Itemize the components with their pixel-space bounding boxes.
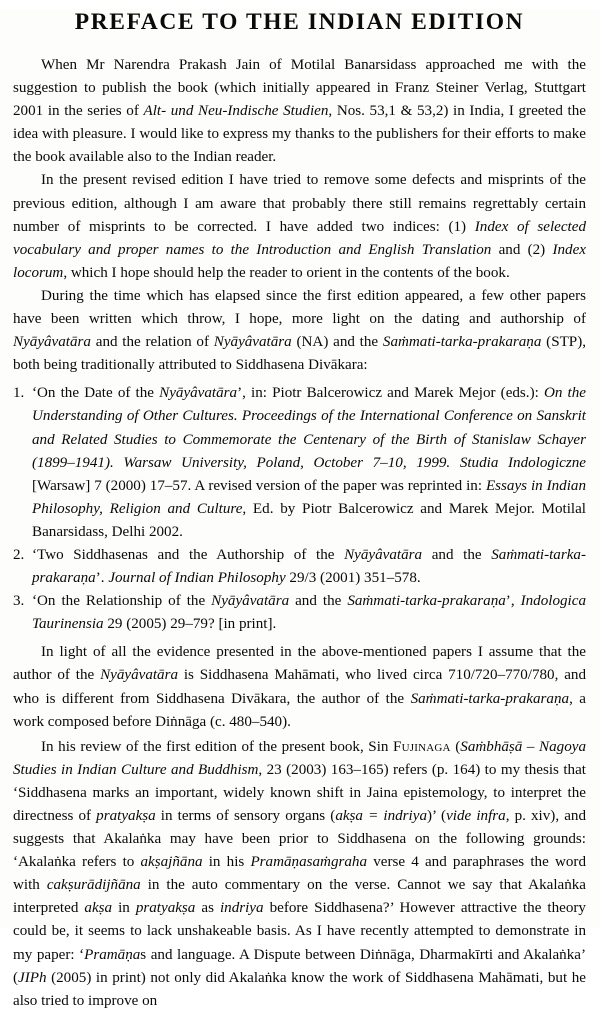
italic-run: pratyakṣa [96,808,156,825]
text-run: (2005) in print) not only did Akalaṅka know the work of Siddhasena Mahāmati, but he also tried to improve on [13,969,586,1009]
list-item-text [32,385,586,540]
list-item [13,544,586,590]
list-item [13,590,586,636]
text-run: and the [289,593,348,610]
italic-run: vide infra [446,808,506,825]
text-run: and the relation of [90,334,214,351]
text-run: ’, [505,593,521,610]
text-run: ( [450,738,461,755]
paragraph-other-papers [13,285,586,377]
text-run: When Mr Narendra Prakash Jain of Motilal Banarsidass approached me with the suggestion to publish the book (which initially appeared in Franz Steiner Verlag, Stuttgart 2001 in the series of [13,57,586,120]
italic-run: Nyāyâvatāra [211,593,290,610]
text-run: is Siddhasena Mahāmati, who lived circa 710/720–770/780, and who is different from Siddhasena Divākara, the author of the [13,667,586,707]
italic-run: Pramāṇasaṁgraha [250,854,368,871]
text-run: )’ ( [427,808,447,825]
text-run: verse 4 and paraphrases the word with [13,854,586,894]
list-item-text [32,547,586,586]
list-item-number: 1. [13,385,25,402]
text-run: In light of all the evidence presented in the above-mentioned papers I assume that the author of the [13,644,586,684]
text-run: before Siddhasena?’ However attractive the theory could be, it seems to lack unshakeable basis. As I have recently attempted to demonstrate in my paper: ‘ [13,900,586,963]
text-run: , Ed. by Piotr Balcerowicz and Marek Mejor. Motilal Banarsidass, Delhi 2002. [32,500,586,540]
text-run: 29/3 (2001) 351–578. [285,570,421,587]
reference-list [13,382,586,636]
text-run: and (2) [491,241,553,258]
italic-run: Saṁmati-tarka-prakaraṇa [410,690,570,707]
list-item-text [32,593,586,632]
text-run: and the [422,546,492,563]
list-item [13,382,586,544]
text-run: (NA) and the [291,334,383,351]
italic-run: Index locorum [13,241,586,281]
text-run: in terms of sensory organs ( [155,808,336,825]
italic-run: Saṁmati-tarka-prakaraṇa [32,546,586,587]
text-run: , p. xiv), and suggests that Akalaṅka may have been prior to Siddhasena on the following grounds: ‘Akalaṅka refers to [13,808,586,871]
text-run: , Nos. 53,1 & 53,2) in India, I greeted the idea with pleasure. I would like to express my thanks to the publishers for their efforts to make the book available also to the Indian reader. [13,103,587,166]
italic-run: Saṁbhāṣā – Nagoya Studies in Indian Culture and Buddhism [13,738,586,778]
text-run: 29 (2005) 29–79? [in print]. [103,616,277,633]
italic-run: Index of selected vocabulary and proper names to the Introduction and English Translation [13,218,586,258]
italic-run: Essays in Indian Philosophy, Religion and Culture [32,477,586,517]
italic-run: Nyāyâvatāra [213,334,292,351]
paragraph-fujinaga-review [13,736,586,1013]
page-title: PREFACE TO THE INDIAN EDITION [74,9,525,35]
text-run: ‘On the Date of the [32,385,160,402]
text-run: s and language. A Dispute between Diṅnāga, Dharmakīrti and Akalaṅka’ ( [13,946,586,986]
list-item-number: 3. [13,593,25,610]
text-run: In the present revised edition I have tried to remove some defects and misprints of the previous edition, although I am aware that probably there still remains regrettably certain number of misprints to be corrected. I have added two indices: (1) [13,172,586,235]
italic-run: Nyāyâvatāra [100,667,179,684]
italic-run: Saṁmati-tarka-prakaraṇa [382,334,542,351]
italic-run: akṣa = indriya [335,808,427,825]
italic-run: JIPh [18,969,47,986]
text-run: in the auto commentary on the verse. Cannot we say that Akalaṅka interpreted [13,877,587,917]
text-run: in his [202,854,251,871]
paragraph-revised-edition [13,169,586,284]
text-run: ’, in: Piotr Balcerowicz and Marek Mejor (eds.): [237,385,544,402]
text-run: ‘Two Siddhasenas and the Authorship of the [32,546,345,563]
italic-run: Saṁmati-tarka-prakaraṇa [347,593,506,610]
italic-run: indriya [219,900,264,917]
text-run: , which I hope should help the reader to orient in the contents of the book. [63,264,510,281]
list-item-number: 2. [13,546,25,563]
italic-run: akṣa [84,900,113,917]
italic-run: On the Understanding of Other Cultures. Proceedings of the International Conference on Sanskrit and Related Studies to Commemorate the Centenary of the Birth of Stanislaw Schayer (1899–1941). Warsaw University, Poland, October 7–10, 1999. Studia Indologiczne [32,385,586,471]
text-run: [Warsaw] 7 (2000) 17–57. A revised version of the paper was reprinted in: [32,477,486,494]
small-caps-run: Fujinaga [393,738,451,755]
italic-run: Nyāyâvatāra [13,334,91,351]
italic-run: Nyāyâvatāra [159,385,238,402]
text-run: , 23 (2003) 163–165) refers (p. 164) to my thesis that ‘Siddhasena marks an important, widely known shift in Jaina epistemology, to interpret the directness of [13,761,586,825]
paragraph-authorship-conclusion [13,641,586,733]
document-body [13,54,586,1013]
italic-run: Nyāyâvatāra [344,546,423,563]
italic-run: Journal of Indian Philosophy [108,570,286,587]
text-run: ‘On the Relationship of the [32,593,212,610]
text-run: (STP), both being traditionally attributed to Siddhasena Divākara: [13,334,586,374]
italic-run: cakṣurādijñāna [46,877,141,894]
text-run: in [112,900,136,917]
text-run: ’. [95,570,109,587]
text-run: During the time which has elapsed since the first edition appeared, a few other papers have been written which throw, I hope, more light on the dating and authorship of [13,287,586,328]
text-run: In his review of the first edition of the present book, Sin [41,738,394,755]
text-run: , a work composed before Diṅnāga (c. 480–540). [13,690,586,730]
paragraph-intro [13,54,586,169]
italic-run: Alt- und Neu-Indische Studien [143,103,329,120]
text-run: as [195,900,220,917]
italic-run: Pramāṇa [84,946,141,963]
italic-run: pratyakṣa [135,900,196,917]
italic-run: Indologica Taurinensia [32,593,586,633]
document-page [0,9,600,1009]
italic-run: akṣajñāna [140,854,203,871]
